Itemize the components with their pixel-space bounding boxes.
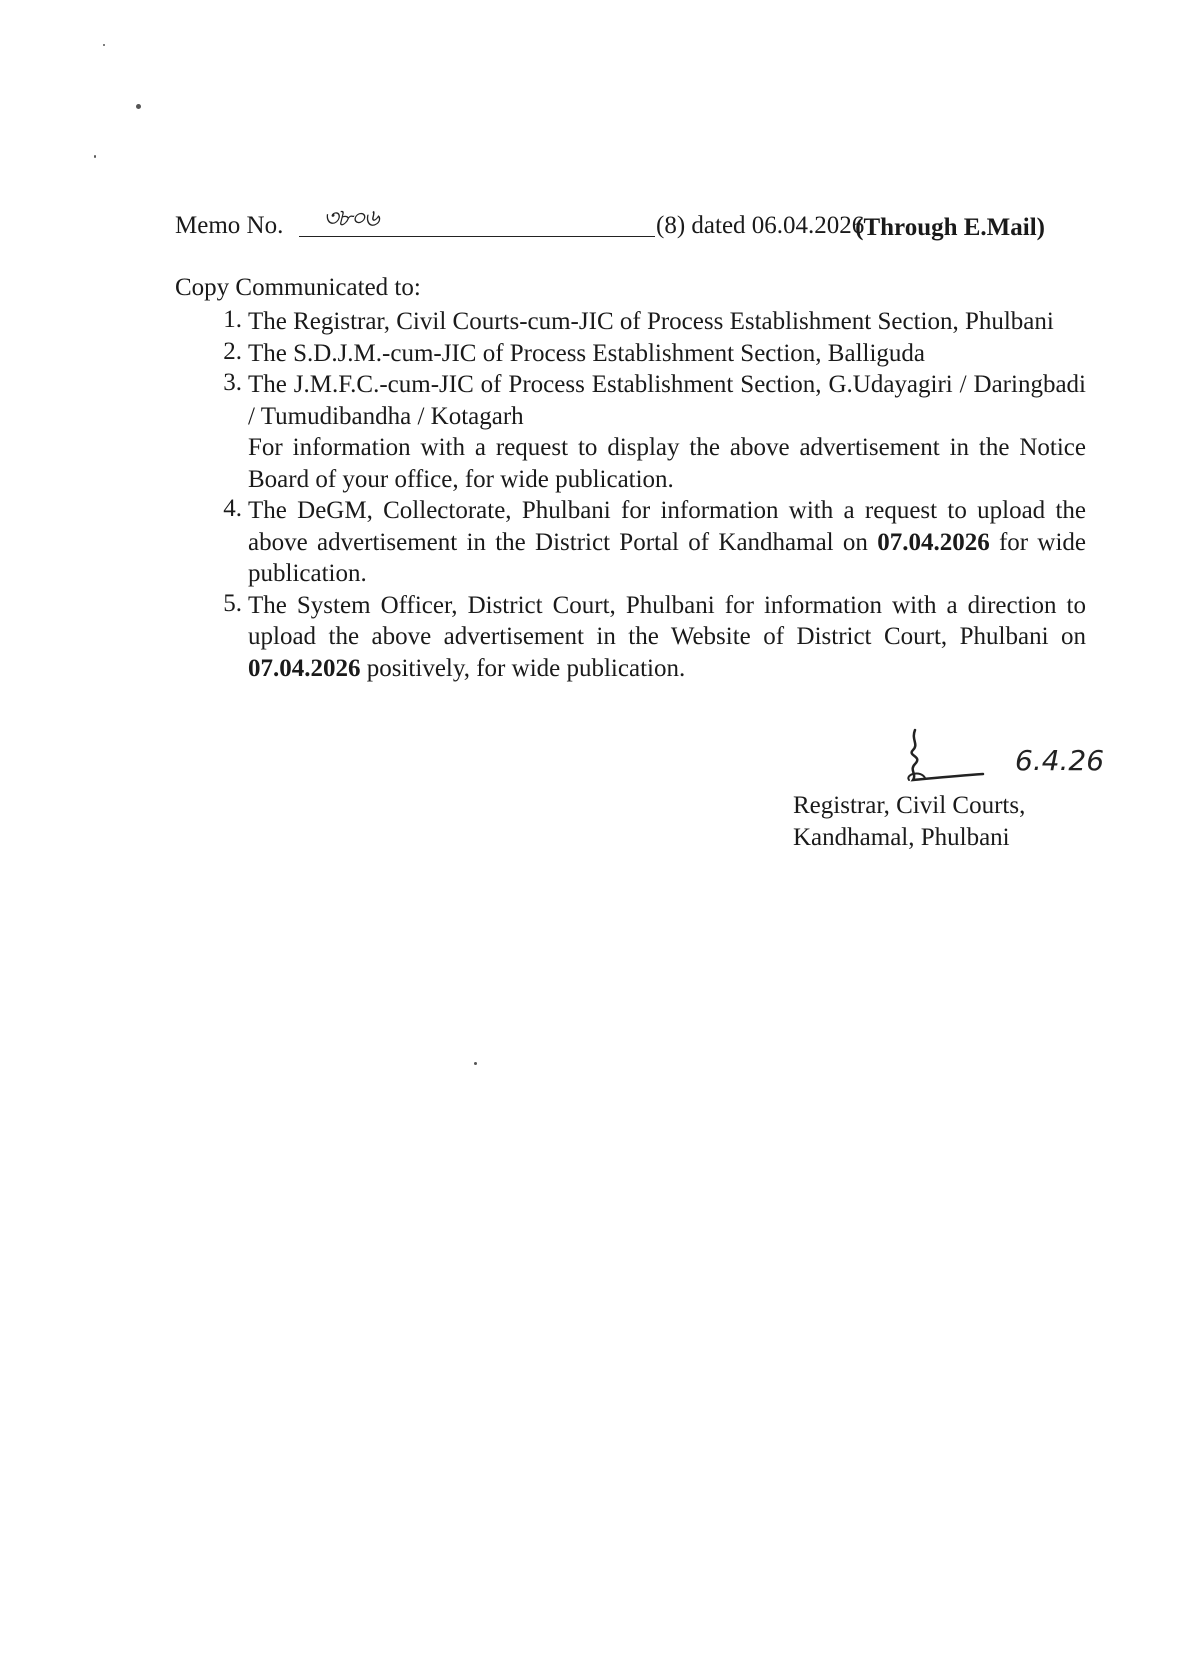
item-text-after: positively, for wide publication. [360, 654, 686, 682]
scan-speck [474, 1062, 477, 1065]
item-text [248, 495, 1086, 590]
memo-line [175, 206, 1045, 246]
copy-heading: Copy Communicated to: [175, 274, 421, 301]
item-text [248, 590, 1086, 685]
item-date-bold: 07.04.2026 [248, 654, 361, 682]
list-item [210, 495, 1086, 590]
item-index: 1. [223, 306, 242, 333]
item-date-bold: 07.04.2026 [877, 528, 990, 556]
scan-speck [103, 44, 105, 46]
item-text-after: for wide publication. [248, 528, 1086, 587]
signature-date: 6.4.26 [1015, 744, 1105, 777]
item-text-before: The System Officer, District Court, Phulbani for information with a direction to upload the above advertisement in the Website of District Court, Phulbani on [248, 591, 1086, 650]
item-index: 4. [223, 495, 242, 522]
list-item [210, 590, 1086, 685]
designation-line-2: Kandhamal, Phulbani [793, 824, 1010, 851]
scan-speck [94, 155, 96, 158]
designation-line-1: Registrar, Civil Courts, [793, 792, 1026, 819]
memo-number-handwritten: ৩৮০৬ [323, 204, 378, 232]
handwritten-signature [895, 728, 1155, 788]
scan-speck [136, 104, 141, 109]
list-item [210, 306, 1086, 338]
item-note: For information with a request to display the above advertisement in the Notice Board of your office, for wide publication. [248, 434, 1086, 493]
item-index: 3. [223, 369, 242, 396]
item-text: The Registrar, Civil Courts-cum-JIC of Process Establishment Section, Phulbani [248, 308, 1054, 335]
item-text: The S.D.J.M.-cum-JIC of Process Establishment Section, Balliguda [248, 339, 926, 367]
item-index: 2. [223, 337, 242, 365]
list-item [210, 369, 1086, 495]
memo-dated: (8) dated 06.04.2026 [656, 212, 865, 239]
memo-label: Memo No. [175, 212, 284, 239]
item-text-before: The DeGM, Collectorate, Phulbani for information with a request to upload the above advertisement in the District Portal of Kandhamal on [248, 497, 1086, 556]
item-index: 5. [223, 589, 242, 617]
signatory-block [793, 790, 1025, 854]
item-text: The J.M.F.C.-cum-JIC of Process Establishment Section, G.Udayagiri / Daringbadi / Tumudibandha / Kotagarh [248, 371, 1086, 430]
memo-through: (Through E.Mail) [855, 214, 1045, 241]
recipient-list [210, 306, 1086, 684]
list-item [210, 338, 1086, 370]
